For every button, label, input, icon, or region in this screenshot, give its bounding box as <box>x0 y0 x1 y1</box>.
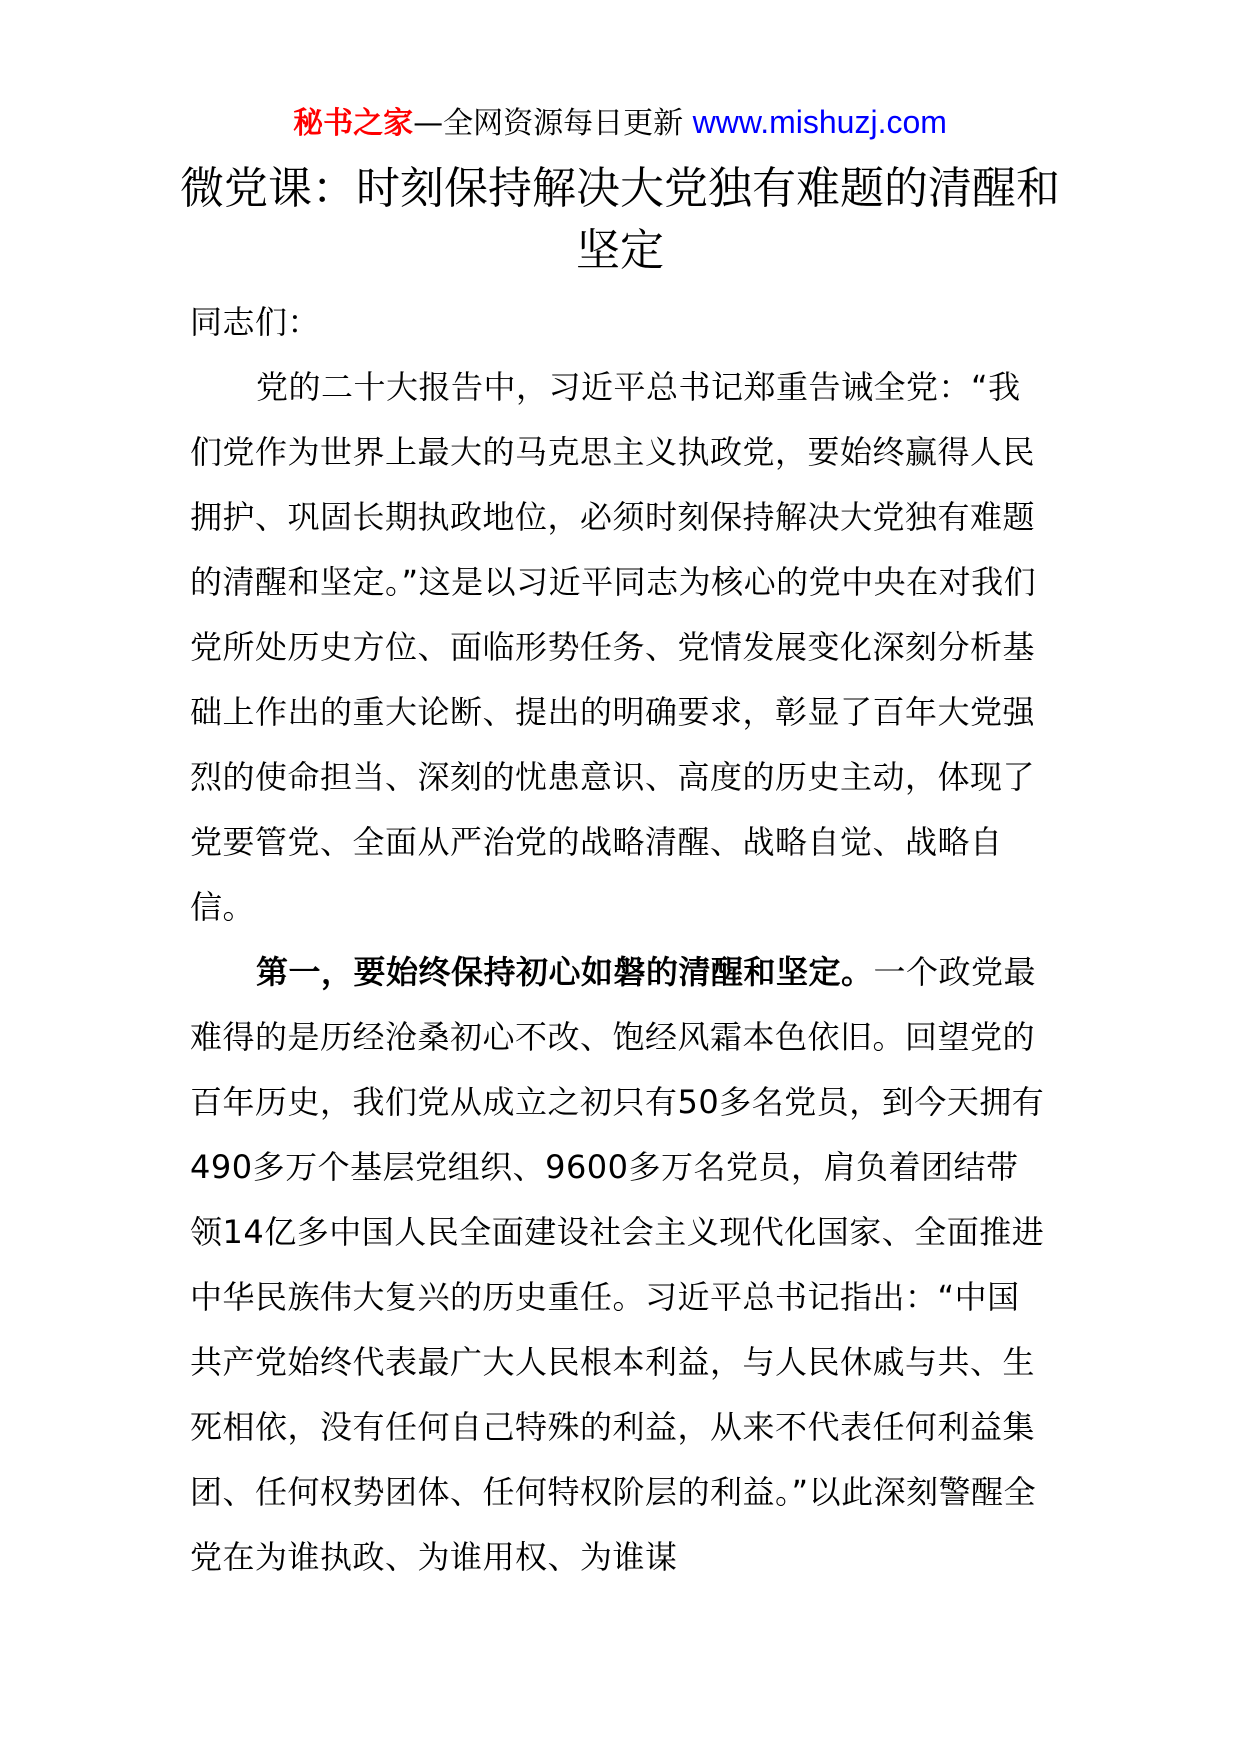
document-body <box>190 290 1050 1590</box>
header-tagline: —全网资源每日更新 <box>413 106 684 141</box>
point-text: 一个政党最难得的是历经沧桑初心不改、饱经风霜本色依旧。回望党的百年历史，我们党从成立之初只有50多名党员，到今天拥有490多万个基层党组织、9600多万名党员，肩负着团结带领14亿多中国人民全面建设社会主义现代化国家、全面推进中华民族伟大复兴的历史重任。习近平总书记指出：“中国共产党始终代表最广大人民根本利益，与人民休戚与共、生死相依，没有任何自己特殊的利益，从来不代表任何利益集团、任何权势团体、任何特权阶层的利益。”以此深刻警醒全党在为谁执政、为谁用权、为谁谋 <box>190 953 1045 1576</box>
paragraph-intro: 党的二十大报告中，习近平总书记郑重告诫全党：“我们党作为世界上最大的马克思主义执政党，要始终赢得人民拥护、巩固长期执政地位，必须时刻保持解决大党独有难题的清醒和坚定。”这是以习近平同志为核心的党中央在对我们党所处历史方位、面临形势任务、党情发展变化深刻分析基础上作出的重大论断、提出的明确要求，彰显了百年大党强烈的使命担当、深刻的忧患意识、高度的历史主动，体现了党要管党、全面从严治党的战略清醒、战略自觉、战略自信。 <box>190 368 1037 926</box>
point-heading: 第一，要始终保持初心如磐的清醒和坚定。 <box>256 953 874 991</box>
document-title: 微党课：时刻保持解决大党独有难题的清醒和坚定 <box>180 163 1060 276</box>
site-url[interactable]: www.mishuzj.com <box>692 104 947 140</box>
site-header <box>0 100 1240 146</box>
brand-name: 秘书之家 <box>293 106 414 141</box>
salutation: 同志们： <box>190 303 321 341</box>
paragraph-first-point <box>190 940 1050 1590</box>
